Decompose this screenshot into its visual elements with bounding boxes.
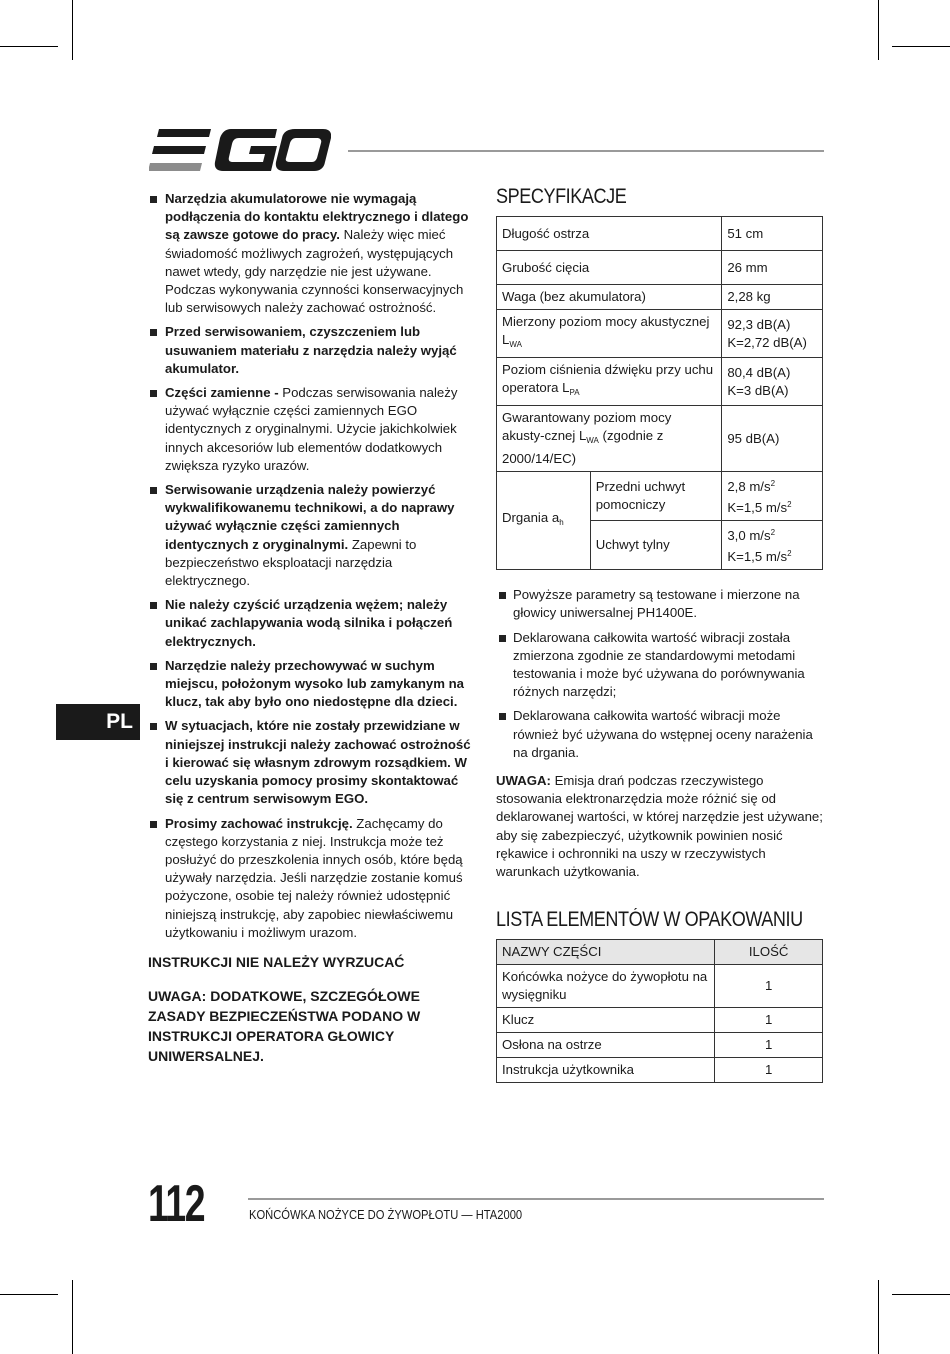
table-row (497, 217, 823, 251)
safety-list (148, 190, 476, 942)
part-name: Końcówka nożyce do żywopłotu na wysięgniku (497, 965, 715, 1008)
spec-value: 2,28 kg (722, 285, 823, 310)
spec-value-line: 3,0 m/s (727, 528, 771, 544)
footer-rule (248, 1198, 824, 1200)
spec-subscript: PA (569, 388, 580, 398)
spec-label-text: Drgania a (502, 510, 560, 526)
spec-value (722, 310, 823, 358)
crop-mark (0, 1294, 58, 1295)
table-row (497, 251, 823, 285)
bullet-bold: W sytuacjach, które nie zostały przewidziane w niniejszej instrukcji należy zachować ostrożność i kierować się własnym zdrowym rozsądkiem. W celu uzyskania pomocy prosimy skontaktować się z centrum serwisowym EGO. (165, 718, 471, 807)
bullet-text: Zapewni to bezpieczeństwo eksploatacji narzędzia elektrycznego. (165, 536, 417, 589)
table-row (497, 310, 823, 358)
list-item (148, 481, 476, 590)
table-row (497, 965, 823, 1008)
spec-value: 95 dB(A) (722, 406, 823, 472)
page-number: 112 (148, 1175, 205, 1233)
language-tab: PL (56, 704, 140, 740)
crop-mark (892, 1294, 950, 1295)
table-row (497, 285, 823, 310)
spec-subscript: h (559, 518, 564, 528)
spec-label-text: Gwarantowany poziom mocy akusty-cznej L (502, 410, 672, 444)
spec-label (497, 472, 591, 570)
part-qty: 1 (715, 965, 823, 1008)
spec-label (497, 358, 722, 406)
spec-superscript: 2 (787, 500, 792, 510)
spec-superscript: 2 (770, 528, 776, 538)
list-item: Deklarowana całkowita wartość wibracji została zmierzona zgodnie ze standardowymi metodami testowania i może być używana do porównywania różnych narzędzi; (496, 629, 824, 702)
list-item (148, 815, 476, 942)
list-item (148, 657, 476, 712)
spec-sublabel: Przedni uchwyt pomocniczy (590, 472, 722, 521)
bullet-text: Podczas serwisowania należy używać wyłącznie części zamiennych EGO identycznych z oryginalnymi. Użycie jakichkolwiek innych akcesoriów lub elementów dodatkowych zwiększa ryzyko urazów. (165, 385, 458, 473)
packing-table (496, 939, 823, 1083)
crop-mark (878, 0, 879, 60)
part-name: Instrukcja użytkownika (497, 1058, 715, 1083)
spec-table (496, 216, 823, 570)
spec-value-line: K=2,72 dB(A) (727, 334, 807, 350)
bullet-text: Należy więc mieć świadomość możliwych zagrożeń, występujących nawet wtedy, gdy narzędzie nie jest używane. Podczas wykonywania czynności konserwacyjnych lub serwisowych należy zachować ostrożność. (165, 227, 464, 316)
part-qty: 1 (715, 1008, 823, 1033)
safety-column (148, 190, 476, 1066)
spec-value-line: 80,4 dB(A) (727, 364, 791, 380)
part-name: Klucz (497, 1008, 715, 1033)
part-qty: 1 (715, 1058, 823, 1083)
spec-value: 51 cm (722, 217, 823, 251)
list-item (148, 596, 476, 651)
spec-value (722, 521, 823, 570)
spec-value (722, 358, 823, 406)
spec-sublabel: Uchwyt tylny (590, 521, 722, 570)
uwaga-text: Emisja drań podczas rzeczywistego stosowania elektronarzędzia może różnić się od deklarowanej wartości, w której narzędzie jest używane; aby się zabezpieczyć, użytkownik powinien nosić rękawice i ochronniki na uszy w rzeczywistych warunkach użytkowania. (496, 773, 823, 880)
spec-subscript: WA (586, 436, 599, 446)
spec-subscript: WA (509, 340, 522, 350)
spec-label (497, 406, 722, 472)
spec-superscript: 2 (787, 549, 792, 559)
list-item (148, 323, 476, 378)
spec-label-text: (zgodnie z 2000/14/EC) (502, 428, 664, 467)
list-item (148, 384, 476, 475)
column-header-qty: ILOŚĆ (715, 940, 823, 965)
header-rule (348, 150, 824, 152)
table-row (497, 472, 823, 521)
spec-value: 26 mm (722, 251, 823, 285)
uwaga-label: UWAGA: (496, 773, 551, 789)
bullet-bold: Narzędzie należy przechowywać w suchym miejscu, położonym wysoko lub zamykanym na klucz, tak aby było ono niedostępne dla dzieci. (165, 657, 464, 710)
spec-superscript: 2 (770, 479, 776, 489)
crop-mark (72, 1280, 73, 1354)
spec-value-line: K=3 dB(A) (727, 382, 789, 398)
spec-value-line: K=1,5 m/s (727, 500, 788, 516)
spec-value-line: 2,8 m/s (727, 479, 771, 495)
spec-value-line: 92,3 dB(A) (727, 316, 791, 332)
bullet-bold: Prosimy zachować instrukcję. (165, 815, 353, 831)
table-row (497, 1008, 823, 1033)
packing-title: LISTA ELEMENTÓW W OPAKOWANIU (496, 908, 803, 932)
part-qty: 1 (715, 1033, 823, 1058)
table-header-row (497, 940, 823, 965)
part-name: Osłona na ostrze (497, 1033, 715, 1058)
table-row (497, 1058, 823, 1083)
table-row (497, 406, 823, 472)
crop-mark (0, 46, 58, 47)
footer-title: KOŃCÓWKA NOŻYCE DO ŻYWOPŁOTU — HTA2000 (249, 1207, 523, 1222)
bullet-bold: Narzędzia akumulatorowe nie wymagają podłączenia do kontaktu elektrycznego i dlatego są zawsze gotowe do pracy. (165, 191, 469, 243)
column-header-name: NAZWY CZĘŚCI (497, 940, 715, 965)
ego-logo (149, 128, 331, 172)
spec-column (496, 185, 824, 1083)
spec-title: SPECYFIKACJE (496, 185, 627, 208)
spec-label: Grubość cięcia (497, 251, 722, 285)
crop-mark (892, 46, 950, 47)
spec-label: Długość ostrza (497, 217, 722, 251)
spec-value (722, 472, 823, 521)
spec-notes (496, 586, 824, 762)
spec-label-text: Poziom ciśnienia dźwięku przy uchu operatora L (502, 362, 714, 396)
spec-value-line: K=1,5 m/s (727, 549, 788, 565)
list-item: Powyższe parametry są testowane i mierzone na głowicy uniwersalnej PH1400E. (496, 586, 824, 622)
keep-instructions-notice: INSTRUKCJI NIE NALEŻY WYRZUCAĆ (148, 953, 405, 970)
bullet-bold: Części zamienne - (165, 385, 279, 401)
bullet-text: Zachęcamy do częstego korzystania z niej. Instrukcja może też posłużyć do przeszkolenia innych osób, które będą używały narzędzia. Jeśli narzędzie zostanie komuś pożyczone, osobie tej należy również udostępnić niniejszą instrukcję, aby zapobiec niewłaściwemu użytkowaniu i możliwym urazom. (165, 815, 463, 940)
spec-label: Waga (bez akumulatora) (497, 285, 722, 310)
bullet-bold: Nie należy czyścić urządzenia wężem; należy unikać zachlapywania wodą silnika i połączeń elektrycznych. (165, 597, 453, 649)
additional-rules-notice: UWAGA: DODATKOWE, SZCZEGÓŁOWE ZASADY BEZPIECZEŃSTWA PODANO W INSTRUKCJI OPERATORA GŁOWICY UNIWERSALNEJ. (148, 987, 421, 1064)
list-item (148, 190, 476, 317)
spec-label-text: Mierzony poziom mocy akustycznej L (502, 314, 710, 348)
bullet-bold: Serwisowanie urządzenia należy powierzyć wykwalifikowanemu technikowi, a do naprawy używać wyłącznie części zamiennych identycznych z oryginalnymi. (165, 482, 455, 552)
list-item (148, 717, 476, 808)
crop-mark (72, 0, 73, 60)
spec-label (497, 310, 722, 358)
crop-mark (878, 1280, 879, 1354)
table-row (497, 1033, 823, 1058)
uwaga-paragraph (496, 772, 824, 881)
list-item: Deklarowana całkowita wartość wibracji może również być używana do wstępnej oceny narażenia na drgania. (496, 707, 824, 762)
bullet-bold: Przed serwisowaniem, czyszczeniem lub usuwaniem materiału z narzędzia należy wyjąć akumulator. (165, 324, 457, 376)
table-row (497, 358, 823, 406)
